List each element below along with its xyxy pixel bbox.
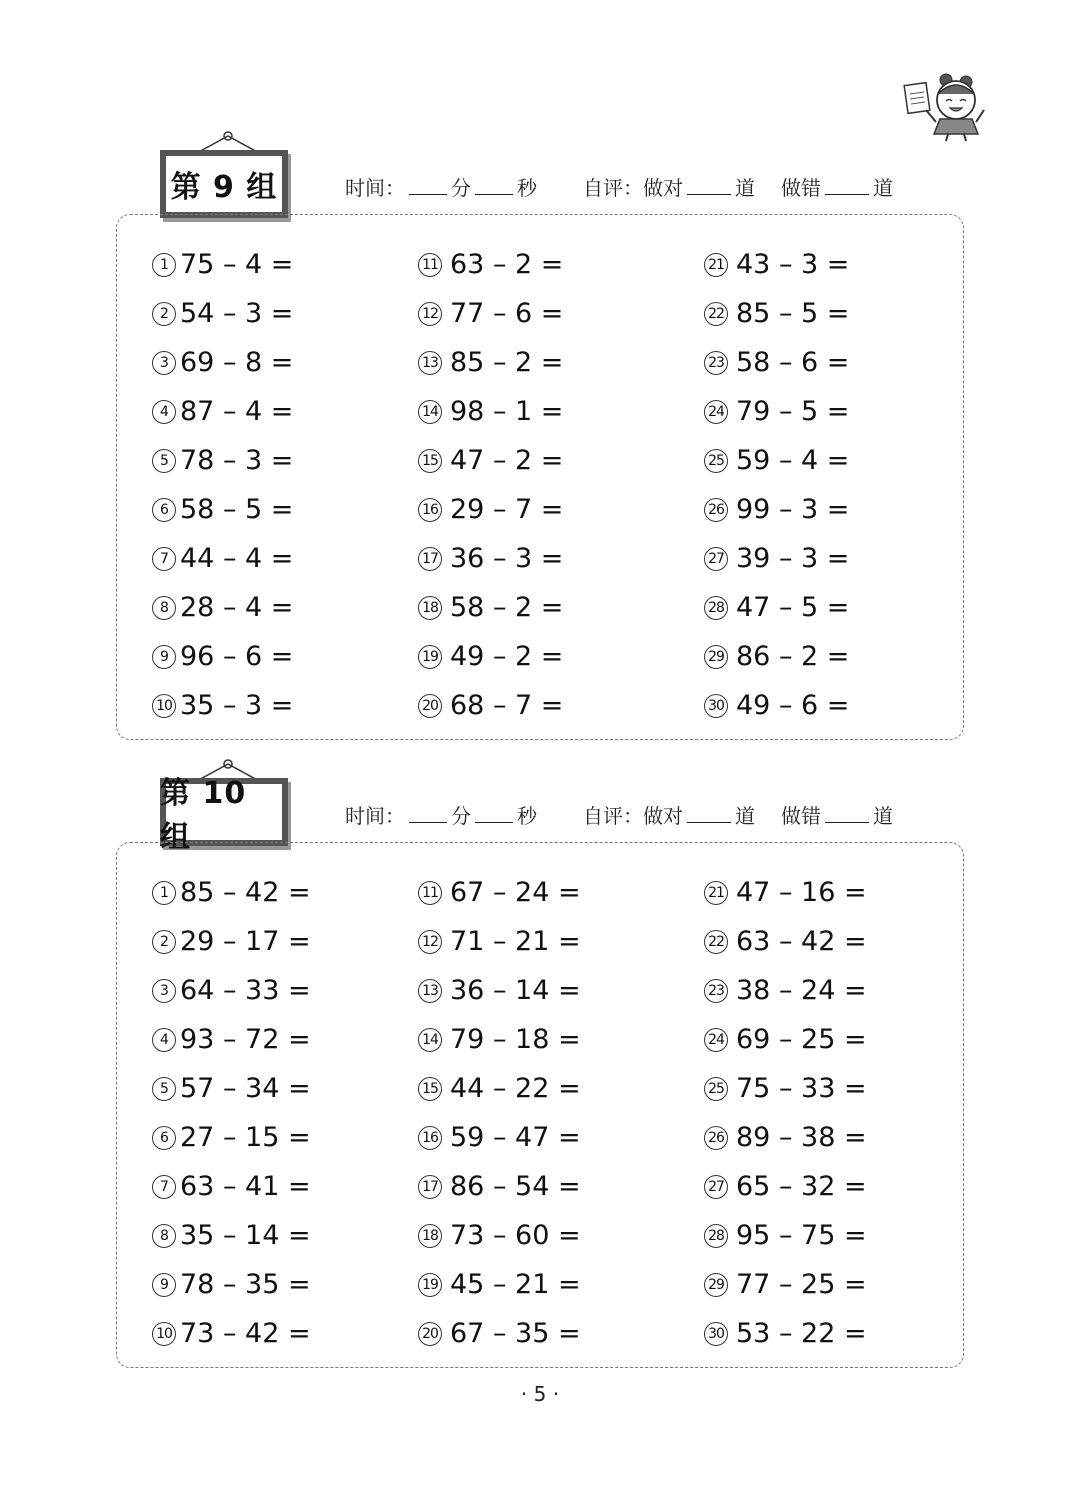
- problem-number: 20: [418, 694, 442, 718]
- problem-item: [418, 289, 563, 338]
- problem-expression: 47 – 5 =: [736, 592, 850, 623]
- problem-item: [704, 534, 849, 583]
- problem-expression: 54 – 3 =: [180, 298, 294, 329]
- problem-item: [152, 1309, 311, 1358]
- problem-number: 6: [152, 498, 176, 522]
- problem-expression: 35 – 14 =: [180, 1220, 311, 1251]
- problem-expression: 85 – 5 =: [736, 298, 850, 329]
- problem-number: 9: [152, 1273, 176, 1297]
- problem-item: [704, 966, 867, 1015]
- problem-item: [704, 1015, 867, 1064]
- problem-item: [704, 338, 849, 387]
- problem-expression: 35 – 3 =: [180, 690, 294, 721]
- problem-expression: 65 – 32 =: [736, 1171, 867, 1202]
- problem-column-1: [152, 240, 293, 730]
- problem-number: 10: [152, 694, 176, 718]
- second-blank[interactable]: [475, 180, 513, 195]
- problem-item: [152, 917, 311, 966]
- problem-column-2: [418, 240, 563, 730]
- problem-expression: 64 – 33 =: [180, 975, 311, 1006]
- problem-number: 14: [418, 1028, 442, 1052]
- problem-item: [418, 1211, 581, 1260]
- problem-item: [418, 240, 563, 289]
- problem-number: 30: [704, 694, 728, 718]
- problem-expression: 75 – 4 =: [180, 249, 294, 280]
- problem-expression: 29 – 7 =: [450, 494, 564, 525]
- problem-expression: 77 – 6 =: [450, 298, 564, 329]
- problem-item: [152, 289, 293, 338]
- time-eval-header: 时间： 分 秒 自评：做对 道 做错 道: [345, 176, 893, 200]
- problem-item: [704, 632, 849, 681]
- problem-number: 30: [704, 1322, 728, 1346]
- problem-expression: 53 – 22 =: [736, 1318, 867, 1349]
- problem-number: 22: [704, 302, 728, 326]
- problem-expression: 58 – 5 =: [180, 494, 294, 525]
- problem-expression: 29 – 17 =: [180, 926, 311, 957]
- problem-item: [152, 1162, 311, 1211]
- problem-item: [418, 632, 563, 681]
- problem-item: [418, 485, 563, 534]
- correct-count-blank[interactable]: [687, 808, 731, 823]
- problem-item: [152, 1064, 311, 1113]
- page-number: · 5 ·: [520, 1382, 560, 1406]
- girl-mascot-icon: [900, 70, 990, 142]
- problem-expression: 68 – 7 =: [450, 690, 564, 721]
- problem-number: 5: [152, 449, 176, 473]
- correct-count-blank[interactable]: [687, 180, 731, 195]
- problem-number: 1: [152, 881, 176, 905]
- problem-item: [152, 534, 293, 583]
- problem-item: [418, 387, 563, 436]
- problem-expression: 67 – 35 =: [450, 1318, 581, 1349]
- problem-item: [418, 436, 563, 485]
- problem-expression: 57 – 34 =: [180, 1073, 311, 1104]
- problem-number: 3: [152, 979, 176, 1003]
- problem-expression: 58 – 2 =: [450, 592, 564, 623]
- problem-number: 6: [152, 1126, 176, 1150]
- problem-number: 3: [152, 351, 176, 375]
- problem-expression: 69 – 8 =: [180, 347, 294, 378]
- problem-item: [152, 583, 293, 632]
- problem-item: [152, 1113, 311, 1162]
- problem-item: [704, 583, 849, 632]
- problem-item: [704, 289, 849, 338]
- problem-expression: 45 – 21 =: [450, 1269, 581, 1300]
- problem-item: [418, 1309, 581, 1358]
- problem-number: 28: [704, 1224, 728, 1248]
- problem-expression: 36 – 3 =: [450, 543, 564, 574]
- problem-number: 1: [152, 253, 176, 277]
- problem-number: 16: [418, 1126, 442, 1150]
- problem-number: 4: [152, 400, 176, 424]
- problem-item: [418, 338, 563, 387]
- wrong-count-blank[interactable]: [825, 180, 869, 195]
- group-title: 第 10 组: [160, 776, 247, 855]
- problem-expression: 85 – 42 =: [180, 877, 311, 908]
- problem-expression: 38 – 24 =: [736, 975, 867, 1006]
- problem-number: 27: [704, 1175, 728, 1199]
- problem-expression: 78 – 35 =: [180, 1269, 311, 1300]
- problem-expression: 86 – 2 =: [736, 641, 850, 672]
- time-eval-header: 时间： 分 秒 自评：做对 道 做错 道: [345, 804, 893, 828]
- problem-expression: 36 – 14 =: [450, 975, 581, 1006]
- problem-expression: 75 – 33 =: [736, 1073, 867, 1104]
- problem-column-1: [152, 868, 311, 1358]
- problem-number: 28: [704, 596, 728, 620]
- problem-number: 26: [704, 498, 728, 522]
- problem-number: 13: [418, 979, 442, 1003]
- problem-number: 10: [152, 1322, 176, 1346]
- problem-number: 21: [704, 881, 728, 905]
- group-title: 第 9 组: [170, 170, 278, 205]
- problem-number: 11: [418, 253, 442, 277]
- problem-item: [152, 868, 311, 917]
- problem-number: 12: [418, 930, 442, 954]
- problem-item: [418, 917, 581, 966]
- problem-expression: 69 – 25 =: [736, 1024, 867, 1055]
- problem-item: [152, 387, 293, 436]
- problem-expression: 27 – 15 =: [180, 1122, 311, 1153]
- problem-number: 8: [152, 1224, 176, 1248]
- problem-item: [704, 1260, 867, 1309]
- minute-blank[interactable]: [409, 180, 447, 195]
- problem-expression: 89 – 38 =: [736, 1122, 867, 1153]
- problem-column-3: [704, 240, 849, 730]
- problem-expression: 44 – 4 =: [180, 543, 294, 574]
- problem-number: 22: [704, 930, 728, 954]
- problem-item: [704, 917, 867, 966]
- problem-item: [152, 1260, 311, 1309]
- problem-number: 24: [704, 400, 728, 424]
- problem-item: [704, 868, 867, 917]
- problem-item: [152, 966, 311, 1015]
- problem-number: 15: [418, 449, 442, 473]
- problem-number: 9: [152, 645, 176, 669]
- problem-expression: 28 – 4 =: [180, 592, 294, 623]
- problem-item: [704, 1113, 867, 1162]
- problem-number: 7: [152, 1175, 176, 1199]
- problem-number: 13: [418, 351, 442, 375]
- problem-column-3: [704, 868, 867, 1358]
- problem-expression: 47 – 16 =: [736, 877, 867, 908]
- problem-column-2: [418, 868, 581, 1358]
- problem-number: 18: [418, 1224, 442, 1248]
- problem-number: 2: [152, 302, 176, 326]
- problem-number: 15: [418, 1077, 442, 1101]
- problem-expression: 47 – 2 =: [450, 445, 564, 476]
- problem-number: 24: [704, 1028, 728, 1052]
- problem-expression: 63 – 41 =: [180, 1171, 311, 1202]
- problem-number: 11: [418, 881, 442, 905]
- problem-item: [418, 1113, 581, 1162]
- problem-expression: 59 – 4 =: [736, 445, 850, 476]
- problem-expression: 87 – 4 =: [180, 396, 294, 427]
- problem-number: 12: [418, 302, 442, 326]
- problem-expression: 79 – 18 =: [450, 1024, 581, 1055]
- problem-item: [152, 240, 293, 289]
- problem-item: [704, 1309, 867, 1358]
- problem-item: [704, 1162, 867, 1211]
- problem-number: 29: [704, 645, 728, 669]
- problem-item: [418, 1064, 581, 1113]
- problem-expression: 78 – 3 =: [180, 445, 294, 476]
- problem-expression: 39 – 3 =: [736, 543, 850, 574]
- problem-item: [704, 436, 849, 485]
- problem-item: [418, 868, 581, 917]
- problem-expression: 59 – 47 =: [450, 1122, 581, 1153]
- problem-expression: 43 – 3 =: [736, 249, 850, 280]
- minute-blank[interactable]: [409, 808, 447, 823]
- problem-number: 26: [704, 1126, 728, 1150]
- problem-item: [152, 436, 293, 485]
- problem-number: 19: [418, 1273, 442, 1297]
- problem-expression: 73 – 60 =: [450, 1220, 581, 1251]
- problem-item: [152, 1015, 311, 1064]
- second-blank[interactable]: [475, 808, 513, 823]
- problem-expression: 96 – 6 =: [180, 641, 294, 672]
- problem-item: [152, 485, 293, 534]
- problem-expression: 86 – 54 =: [450, 1171, 581, 1202]
- problem-item: [418, 583, 563, 632]
- problem-expression: 85 – 2 =: [450, 347, 564, 378]
- problem-expression: 63 – 2 =: [450, 249, 564, 280]
- problem-number: 25: [704, 449, 728, 473]
- problem-expression: 99 – 3 =: [736, 494, 850, 525]
- problem-item: [418, 1015, 581, 1064]
- problem-item: [704, 485, 849, 534]
- problem-expression: 98 – 1 =: [450, 396, 564, 427]
- problem-number: 16: [418, 498, 442, 522]
- problem-expression: 95 – 75 =: [736, 1220, 867, 1251]
- problem-item: [704, 240, 849, 289]
- problem-number: 25: [704, 1077, 728, 1101]
- problem-expression: 67 – 24 =: [450, 877, 581, 908]
- problem-item: [418, 1162, 581, 1211]
- problem-expression: 73 – 42 =: [180, 1318, 311, 1349]
- problem-number: 14: [418, 400, 442, 424]
- problem-number: 27: [704, 547, 728, 571]
- wrong-count-blank[interactable]: [825, 808, 869, 823]
- problem-number: 2: [152, 930, 176, 954]
- problem-expression: 79 – 5 =: [736, 396, 850, 427]
- problem-number: 17: [418, 547, 442, 571]
- problem-expression: 49 – 2 =: [450, 641, 564, 672]
- problem-number: 20: [418, 1322, 442, 1346]
- problem-number: 4: [152, 1028, 176, 1052]
- problem-item: [704, 1211, 867, 1260]
- problem-item: [418, 1260, 581, 1309]
- problem-expression: 71 – 21 =: [450, 926, 581, 957]
- problem-number: 29: [704, 1273, 728, 1297]
- problem-item: [704, 387, 849, 436]
- problem-number: 5: [152, 1077, 176, 1101]
- problem-number: 17: [418, 1175, 442, 1199]
- problem-item: [152, 1211, 311, 1260]
- problem-item: [418, 534, 563, 583]
- problem-number: 8: [152, 596, 176, 620]
- problem-number: 19: [418, 645, 442, 669]
- problem-item: [704, 1064, 867, 1113]
- problem-number: 18: [418, 596, 442, 620]
- problem-item: [418, 681, 563, 730]
- problem-number: 7: [152, 547, 176, 571]
- problem-number: 23: [704, 351, 728, 375]
- problem-item: [152, 338, 293, 387]
- problem-item: [152, 632, 293, 681]
- problem-item: [418, 966, 581, 1015]
- problem-expression: 77 – 25 =: [736, 1269, 867, 1300]
- problem-number: 21: [704, 253, 728, 277]
- problem-number: 23: [704, 979, 728, 1003]
- problem-expression: 58 – 6 =: [736, 347, 850, 378]
- problem-expression: 63 – 42 =: [736, 926, 867, 957]
- problem-item: [152, 681, 293, 730]
- problem-expression: 49 – 6 =: [736, 690, 850, 721]
- problem-expression: 44 – 22 =: [450, 1073, 581, 1104]
- problem-expression: 93 – 72 =: [180, 1024, 311, 1055]
- problem-item: [704, 681, 849, 730]
